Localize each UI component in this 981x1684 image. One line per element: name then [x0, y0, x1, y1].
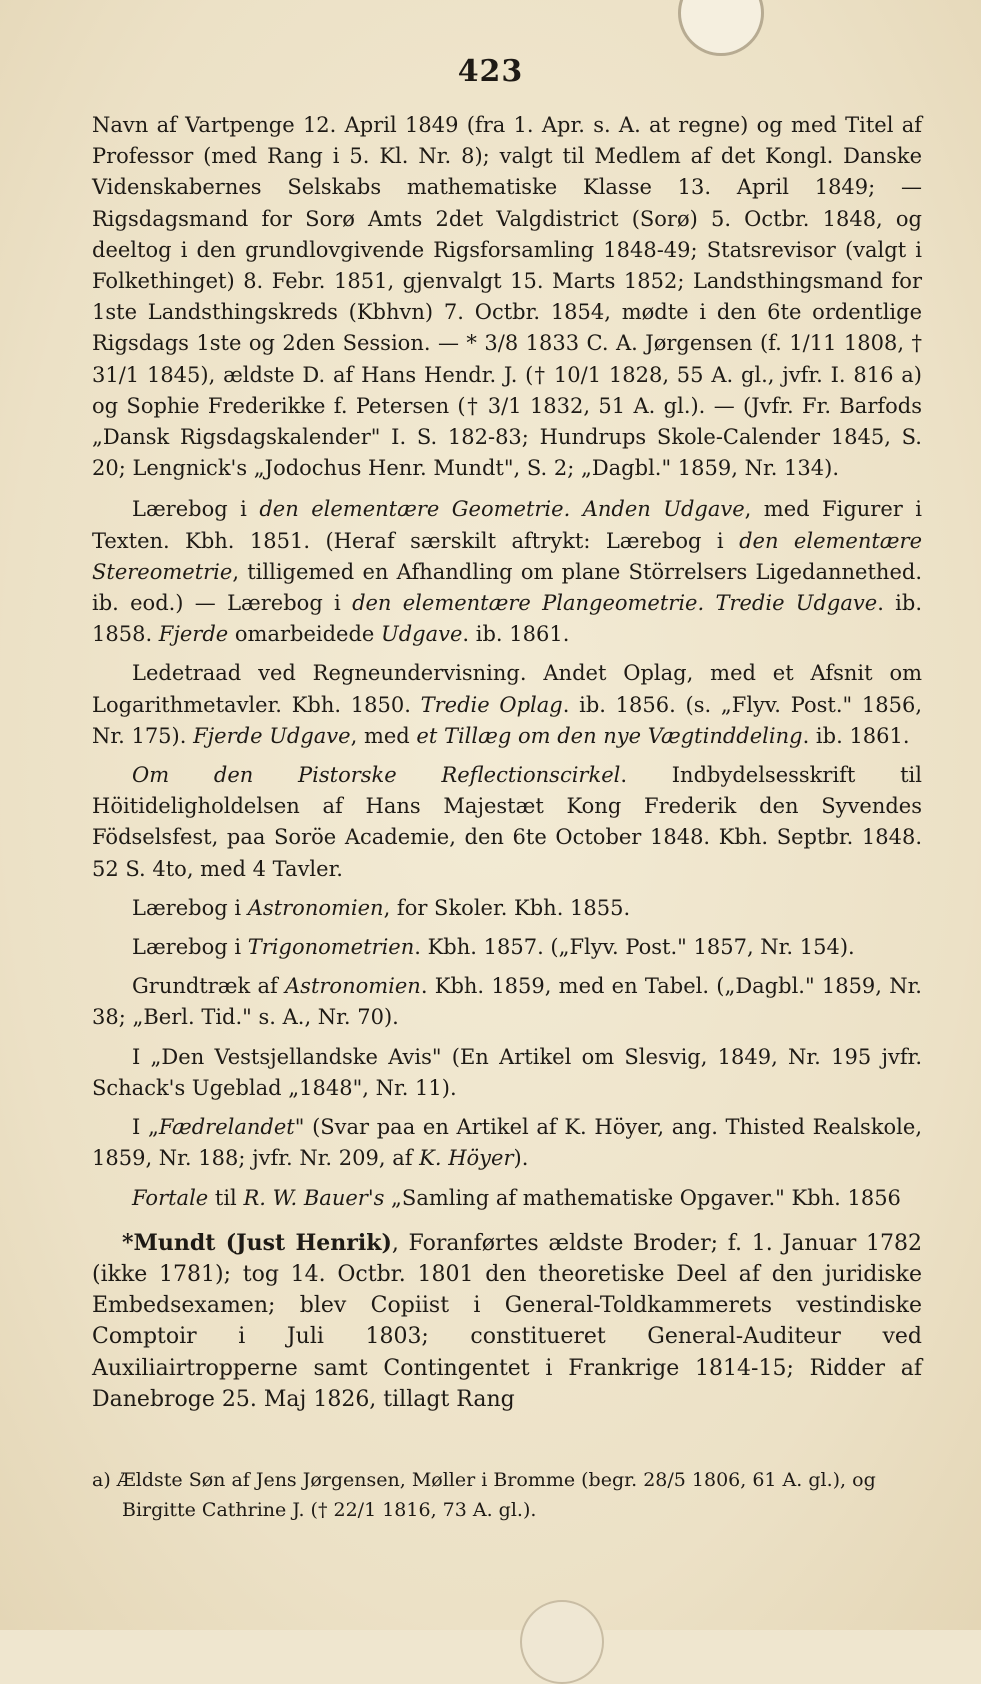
text-segment: omarbeidede	[228, 622, 382, 647]
text-segment: Fædrelandet	[158, 1115, 295, 1140]
text-segment: . Indbydelsesskrift til Höitideligholdelsen af Hans Majestæt Kong Frederik den Syvendes Födselsfest, paa Soröe Academie, den 6te October 1848. Kbh. Septbr. 1848. 52 S. 4to, med 4 Tavler.	[92, 763, 922, 881]
text-segment: Trigonometrien	[247, 935, 415, 960]
page-number: 423	[457, 54, 524, 89]
footnote	[92, 1465, 922, 1525]
text-segment: . Kbh. 1859, med en Tabel. („Dagbl." 1859, Nr. 38; „Berl. Tid." s. A., Nr. 70).	[92, 974, 922, 1030]
paragraph	[92, 494, 922, 650]
paragraph	[92, 932, 922, 963]
text-segment: Om den Pistorske Reflectionscirkel	[132, 763, 621, 788]
text-segment: Lærebog i	[132, 895, 248, 920]
paragraph	[92, 110, 922, 484]
paragraph	[92, 1183, 922, 1214]
paragraph	[92, 1228, 922, 1415]
text-segment: den elementære Geometrie. Anden Udgave	[259, 497, 745, 522]
text-segment: . ib. 1861.	[802, 723, 910, 748]
text-segment: . ib. 1861.	[462, 622, 570, 647]
text-segment: K. Höyer	[419, 1146, 514, 1171]
page-hole-top	[678, 0, 764, 56]
paragraph	[92, 760, 922, 885]
text-segment: , tilligemed en Afhandling om plane Störrelsers Ligedannethed. ib. eod.) — Lærebog i	[92, 559, 922, 616]
text-segment: R. W. Bauer's	[243, 1185, 385, 1210]
text-segment: Fjerde	[158, 622, 229, 647]
text-segment: Lærebog i	[132, 935, 248, 960]
footnote-text: a) Ældste Søn af Jens Jørgensen, Møller i Bromme (begr. 28/5 1806, 61 A. gl.), og Birgitte Cathrine J. († 22/1 1816, 73 A. gl.).	[92, 1469, 876, 1521]
paragraph	[92, 971, 922, 1033]
text-segment: den elementære Stereometrie	[92, 528, 923, 584]
text-segment: Astronomien	[247, 895, 384, 920]
text-segment: . ib. 1858.	[92, 591, 923, 647]
paragraph	[92, 1112, 922, 1174]
text-segment: Lærebog i	[132, 497, 260, 522]
text-segment: I „	[132, 1115, 159, 1140]
text-segment: *Mundt (Just Henrik)	[122, 1229, 392, 1256]
text-segment: Navn af Vartpenge 12. April 1849 (fra 1. Apr. s. A. at regne) og med Titel af Professor (med Rang i 5. Kl. Nr. 8); valgt til Medlem af det Kongl. Danske Videnskabernes Selskabs mathematiske Klasse 13. April 1849; — Rigsdagsmand for Sorø Amts 2det Valgdistrict (Sorø) 5. Octbr. 1848, og deeltog i den grundlovgivende Rigsforsamling 1848-49; Statsrevisor (valgt i Folkethinget) 8. Febr. 1851, gjenvalgt 15. Marts 1852; Landsthingsmand for 1ste Landsthingskreds (Kbhvn) 7. Octbr. 1854, mødte i den 6te ordentlige Rigsdags 1ste og 2den Session. — * 3/8 1833 C. A. Jørgensen (f. 1/11 1808, † 31/1 1845), ældste D. af Hans Hendr. J. († 10/1 1828, 55 A. gl., jvfr. I. 816 a) og Sophie Frederikke f. Petersen († 3/1 1832, 51 A. gl.). — (Jvfr. Fr. Barfods „Dansk Rigsdagskalender" I. S. 182-83; Hundrups Skole-Calender 1845, S. 20; Lengnick's „Jodochus Henr. Mundt", S. 2; „Dagbl." 1859, Nr. 134).	[92, 113, 922, 481]
text-segment: Ledetraad ved Regneundervisning. Andet Oplag, med et Afsnit om Logarithmetavler. Kbh. 1850.	[92, 661, 922, 717]
text-segment: Fjerde Udgave	[193, 723, 351, 748]
text-segment: ).	[513, 1146, 529, 1171]
text-segment: et Tillæg om den nye Vægtinddeling	[416, 723, 803, 748]
page-hole-bottom	[520, 1600, 604, 1684]
text-segment: . Kbh. 1857. („Flyv. Post." 1857, Nr. 154).	[414, 935, 855, 960]
text-segment: Udgave	[381, 622, 463, 647]
text-segment: den elementære Plangeometrie. Tredie Udgave	[352, 591, 878, 616]
paragraph	[92, 893, 922, 924]
text-segment: , for Skoler. Kbh. 1855.	[383, 895, 631, 920]
text-segment: til	[208, 1185, 244, 1210]
text-segment: , Foranførtes ældste Broder; f. 1. Januar 1782 (ikke 1781); tog 14. Octbr. 1801 den theoretiske Deel af den juridiske Embedsexamen; blev Copiist i General-Toldkammerets vestindiske Comptoir i Juli 1803; constitueret General-Auditeur ved Auxiliairtropperne samt Contingentet i Frankrige 1814-15; Ridder af Danebroge 25. Maj 1826, tillagt Rang	[92, 1230, 922, 1412]
text-segment: Fortale	[132, 1185, 209, 1210]
text-segment: , med	[350, 723, 417, 748]
paragraph	[92, 1042, 922, 1104]
text-segment: " (Svar paa en Artikel af K. Höyer, ang. Thisted Realskole, 1859, Nr. 188; jvfr. Nr. 209, af	[92, 1115, 923, 1171]
text-segment: Tredie Oplag	[420, 692, 563, 717]
paragraph	[92, 658, 922, 752]
main-text	[92, 110, 922, 1423]
text-segment: , med Figurer i Texten. Kbh. 1851. (Heraf særskilt aftrykt: Lærebog i	[92, 497, 922, 553]
text-segment: Astronomien	[285, 974, 421, 999]
text-segment: Grundtræk af	[132, 974, 286, 999]
text-segment: . ib. 1856. (s. „Flyv. Post." 1856, Nr. 175).	[92, 692, 922, 748]
text-segment: I „Den Vestsjellandske Avis" (En Artikel om Slesvig, 1849, Nr. 195 jvfr. Schack's Ugeblad „1848", Nr. 11).	[92, 1044, 922, 1100]
text-segment: „Samling af mathematiske Opgaver." Kbh. 1856	[384, 1185, 901, 1210]
